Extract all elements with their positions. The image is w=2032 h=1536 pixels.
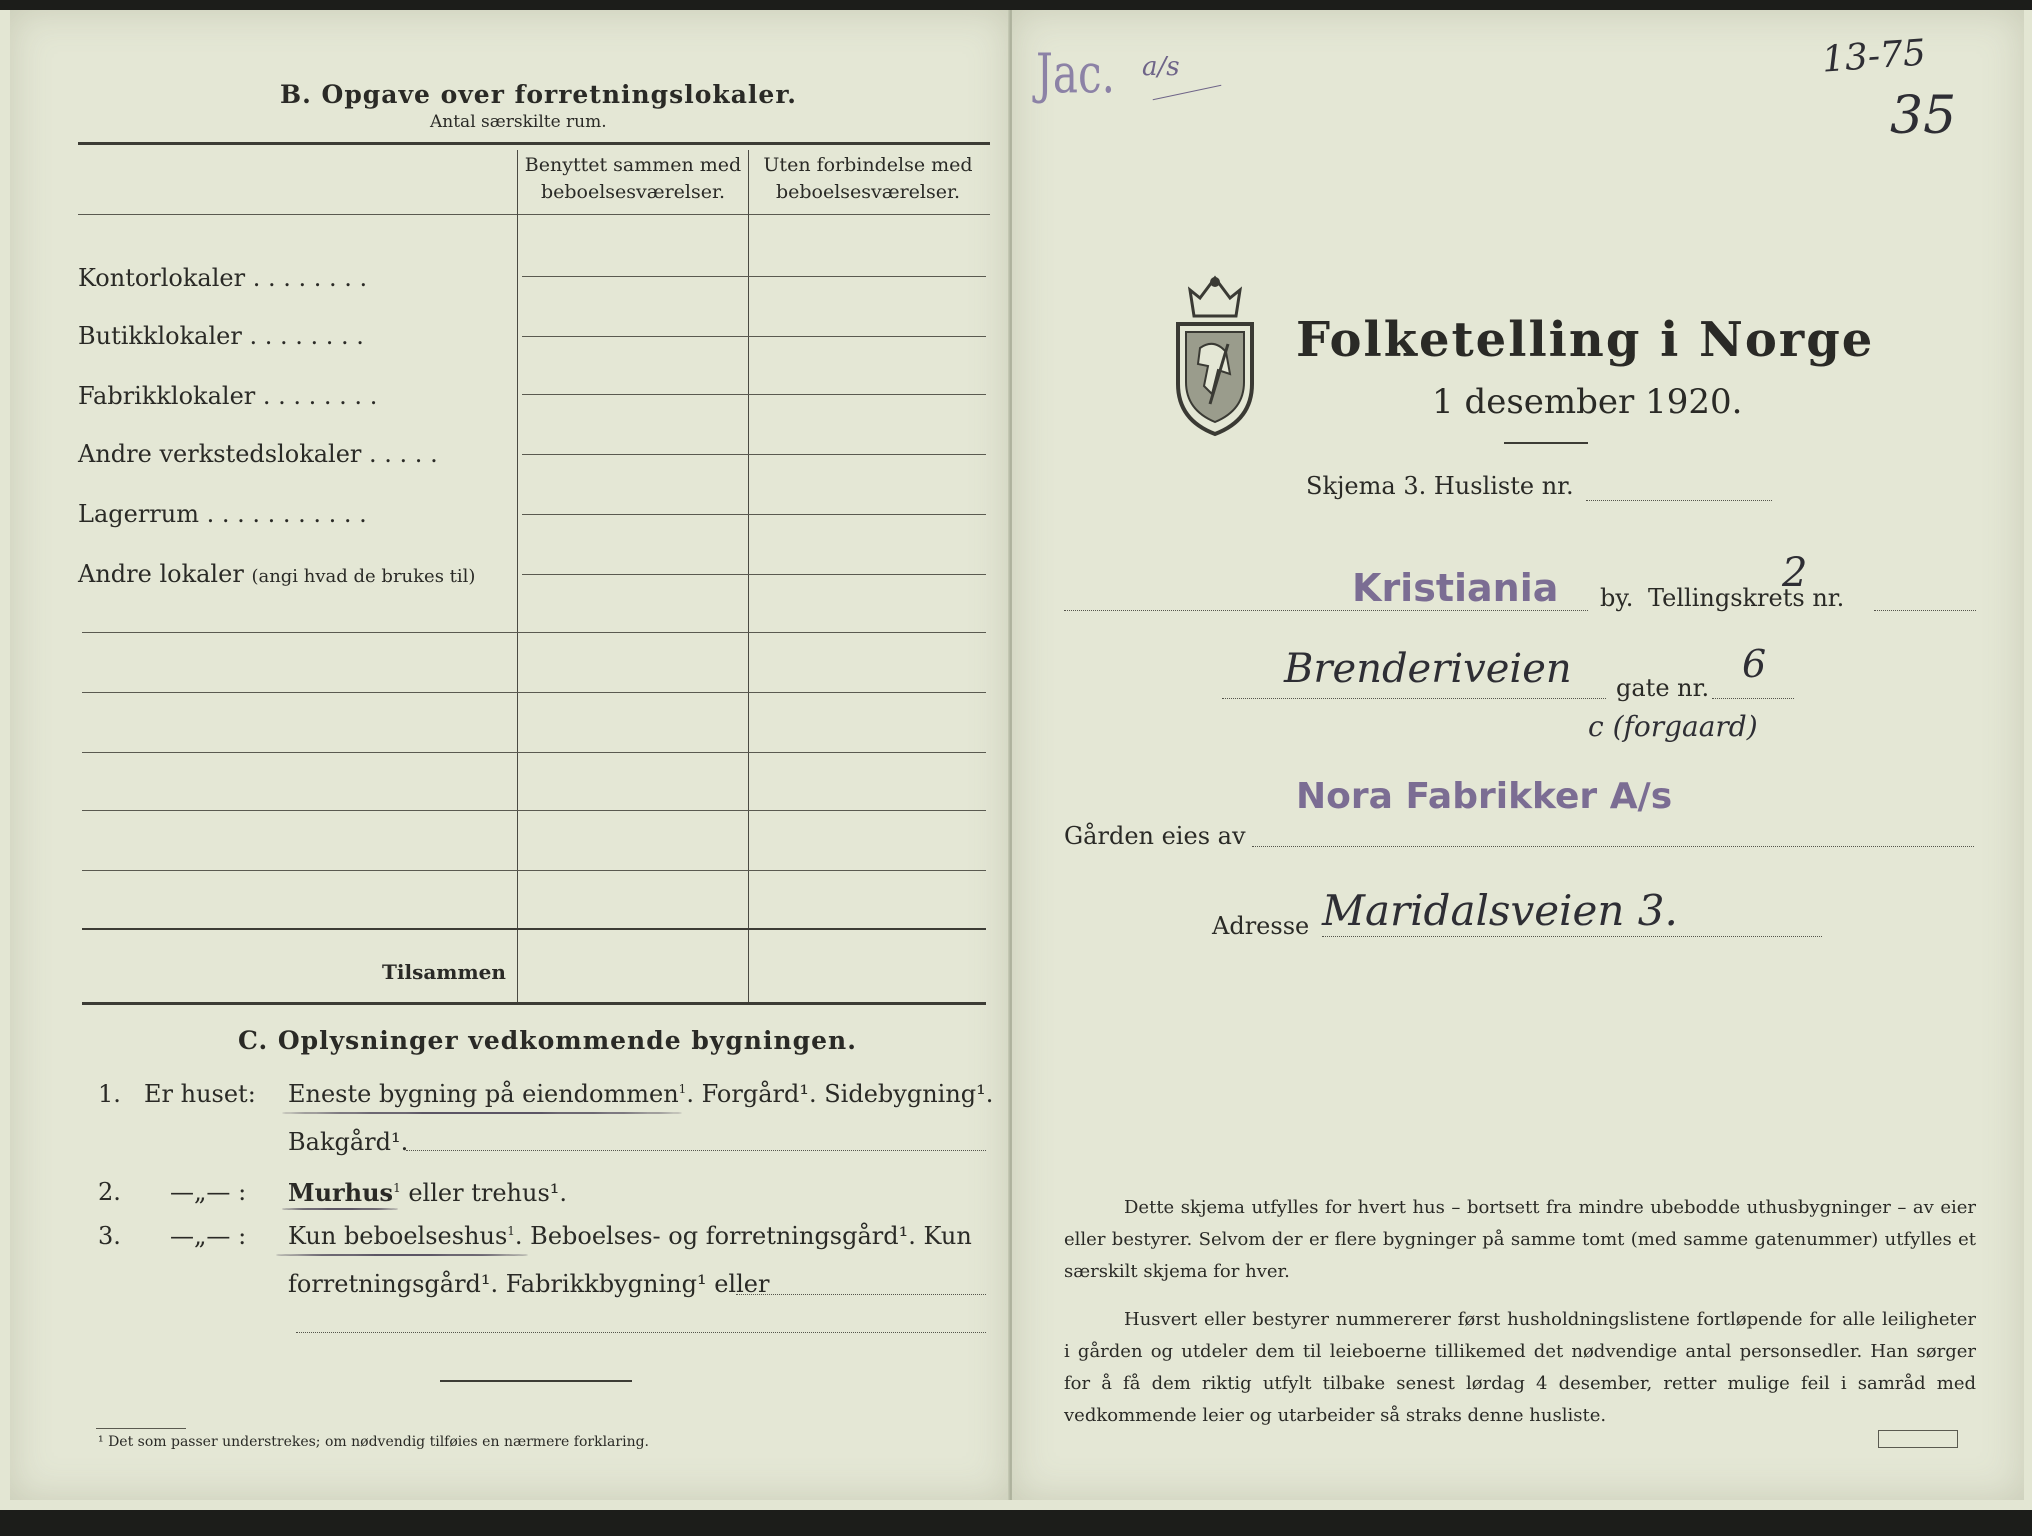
cell-rule <box>82 810 986 811</box>
right-page <box>1012 10 2024 1500</box>
corner-number-top: 13-75 <box>1820 32 1928 81</box>
q1-handwritten-underline <box>282 1112 682 1114</box>
cell-rule <box>522 454 986 455</box>
instructions-paragraph-1: Dette skjema utfylles for hvert hus – bortsett fra mindre ubebodde uthusbygninger – av eier eller bestyrer. Selvom der er flere bygninger på samme tomt (med samme gatenummer) utfylles et særskilt skjema for hver. <box>1064 1197 1976 1282</box>
q3-lead: —„— : <box>170 1222 247 1250</box>
row-fabrikklokaler: Fabrikklokaler . . . . . . . . <box>78 382 378 410</box>
street-value: Brenderiveien <box>1284 646 1572 692</box>
district-fill-line <box>1874 610 1976 611</box>
q1-number: 1. <box>98 1080 121 1108</box>
row-verkstedslokaler: Andre verkstedslokaler . . . . . <box>78 440 438 468</box>
andre-lokaler-hint: (angi hvad de brukes til) <box>251 566 476 587</box>
address-fill-line <box>1322 936 1822 937</box>
owner-fill-line <box>1252 846 1974 847</box>
cell-rule <box>82 752 986 753</box>
q1-fill-line <box>406 1150 986 1151</box>
header-rule <box>78 214 990 215</box>
husliste-fill-line <box>1586 500 1772 501</box>
q2-option-murhus: Murhus <box>288 1178 394 1207</box>
row-butikklokaler: Butikklokaler . . . . . . . . <box>78 322 364 350</box>
district-value: 2 <box>1782 550 1808 596</box>
row-andre-lokaler <box>78 560 475 588</box>
section-b-subtitle: Antal særskilte rum. <box>430 112 607 132</box>
corner-number-bottom: 35 <box>1890 86 1957 146</box>
q1-rest: . Forgård¹. Sidebygning¹. <box>686 1080 994 1108</box>
stamp-initials-handwritten: a/s <box>1142 52 1180 82</box>
footnote-rule <box>96 1428 186 1429</box>
stamp-initials: Jac. <box>1036 42 1115 105</box>
q2-lead: —„— : <box>170 1178 247 1206</box>
left-page <box>10 10 1010 1500</box>
table-bottom-rule <box>82 1002 986 1005</box>
cell-rule <box>82 692 986 693</box>
street-number-fill-line <box>1712 698 1794 699</box>
city-suffix: by. <box>1600 584 1634 612</box>
q3-rest: . Beboelses- og forretningsgård¹. Kun <box>514 1222 972 1250</box>
closing-rule <box>440 1380 632 1382</box>
q2-handwritten-underline <box>282 1208 398 1210</box>
row-kontorlokaler: Kontorlokaler . . . . . . . . <box>78 264 368 292</box>
table-top-rule <box>78 142 990 145</box>
q2-rest: eller trehus¹. <box>400 1179 568 1207</box>
column-divider-2 <box>748 150 749 930</box>
schema-label: Skjema 3. Husliste nr. <box>1306 472 1574 500</box>
q2-line: Murhus$^1$ eller trehus¹. <box>288 1178 568 1207</box>
q1-continuation: Bakgård¹. <box>288 1128 409 1156</box>
q1-lead: Er huset: <box>144 1080 256 1108</box>
q3-continuation: forretningsgård¹. Fabrikkbygning¹ eller <box>288 1270 770 1298</box>
owner-stamp: Nora Fabrikker A/s <box>1296 776 1673 817</box>
total-divider-1 <box>517 930 518 1002</box>
row-lagerrum: Lagerrum . . . . . . . . . . . <box>78 500 367 528</box>
q3-fill-line <box>736 1294 986 1295</box>
city-stamp: Kristiania <box>1352 566 1559 610</box>
form-title: Folketelling i Norge <box>1296 312 1875 368</box>
cell-rule <box>522 394 986 395</box>
q3-option-kun-beboelseshus: Kun beboelseshus <box>288 1222 508 1250</box>
owner-label: Gården eies av <box>1064 822 1246 850</box>
total-divider-2 <box>748 930 749 1002</box>
q1-line: Eneste bygning på eiendommen$^1$. Forgård¹. Sidebygning¹. <box>288 1080 994 1108</box>
total-label: Tilsammen <box>382 960 506 984</box>
street-note: c (forgaard) <box>1588 710 1758 743</box>
street-number: 6 <box>1742 642 1767 686</box>
coat-of-arms-icon <box>1170 274 1260 438</box>
address-label: Adresse <box>1212 912 1310 940</box>
cell-rule <box>522 514 986 515</box>
q2-number: 2. <box>98 1178 121 1206</box>
district-label: Tellingskrets nr. <box>1648 584 1845 612</box>
andre-lokaler-label: Andre lokaler <box>78 560 244 588</box>
column-divider-1 <box>517 150 518 930</box>
q3-handwritten-underline <box>276 1254 528 1256</box>
section-c-title: C. Oplysninger vedkommende bygningen. <box>238 1026 857 1055</box>
cell-rule <box>522 574 986 575</box>
section-b-title: B. Opgave over forretningslokaler. <box>280 80 797 109</box>
printer-mark <box>1878 1430 1958 1448</box>
total-top-rule <box>82 928 986 930</box>
street-label: gate nr. <box>1616 674 1710 702</box>
city-fill-line <box>1064 610 1588 611</box>
instructions-paragraph-2: Husvert eller bestyrer nummererer først husholdningslistene fortløpende for alle leiligheter i gården og utdeler dem til leieboerne tillikemed det nødvendige antal personsedler. Han sørger for å få dem riktig utfylt tilbake senest lørdag 4 desember, retter mulige feil i samråd med vedkommende leier og utarbeider så straks denne husliste. <box>1064 1309 1976 1426</box>
cell-rule <box>522 276 986 277</box>
stamp-scribble <box>1153 85 1222 101</box>
q3-number: 3. <box>98 1222 121 1250</box>
address-value: Maridalsveien 3. <box>1322 886 1678 935</box>
street-fill-line <box>1222 698 1606 699</box>
title-rule <box>1504 442 1588 444</box>
cell-rule <box>82 870 986 871</box>
q3-line: Kun beboelseshus$^1$. Beboelses- og forretningsgård¹. Kun <box>288 1222 972 1250</box>
q3-fill-line-2 <box>296 1332 986 1333</box>
col2-header: Uten forbindelse med beboelsesværelser. <box>763 154 973 203</box>
footnote: ¹ Det som passer understrekes; om nødvendig tilføies en nærmere forklaring. <box>98 1434 650 1450</box>
q1-option-eneste: Eneste bygning på eiendommen <box>288 1080 679 1108</box>
form-date: 1 desember 1920. <box>1432 382 1743 422</box>
cell-rule <box>82 632 986 633</box>
col1-header: Benyttet sammen med beboelsesværelser. <box>524 154 742 203</box>
cell-rule <box>522 336 986 337</box>
